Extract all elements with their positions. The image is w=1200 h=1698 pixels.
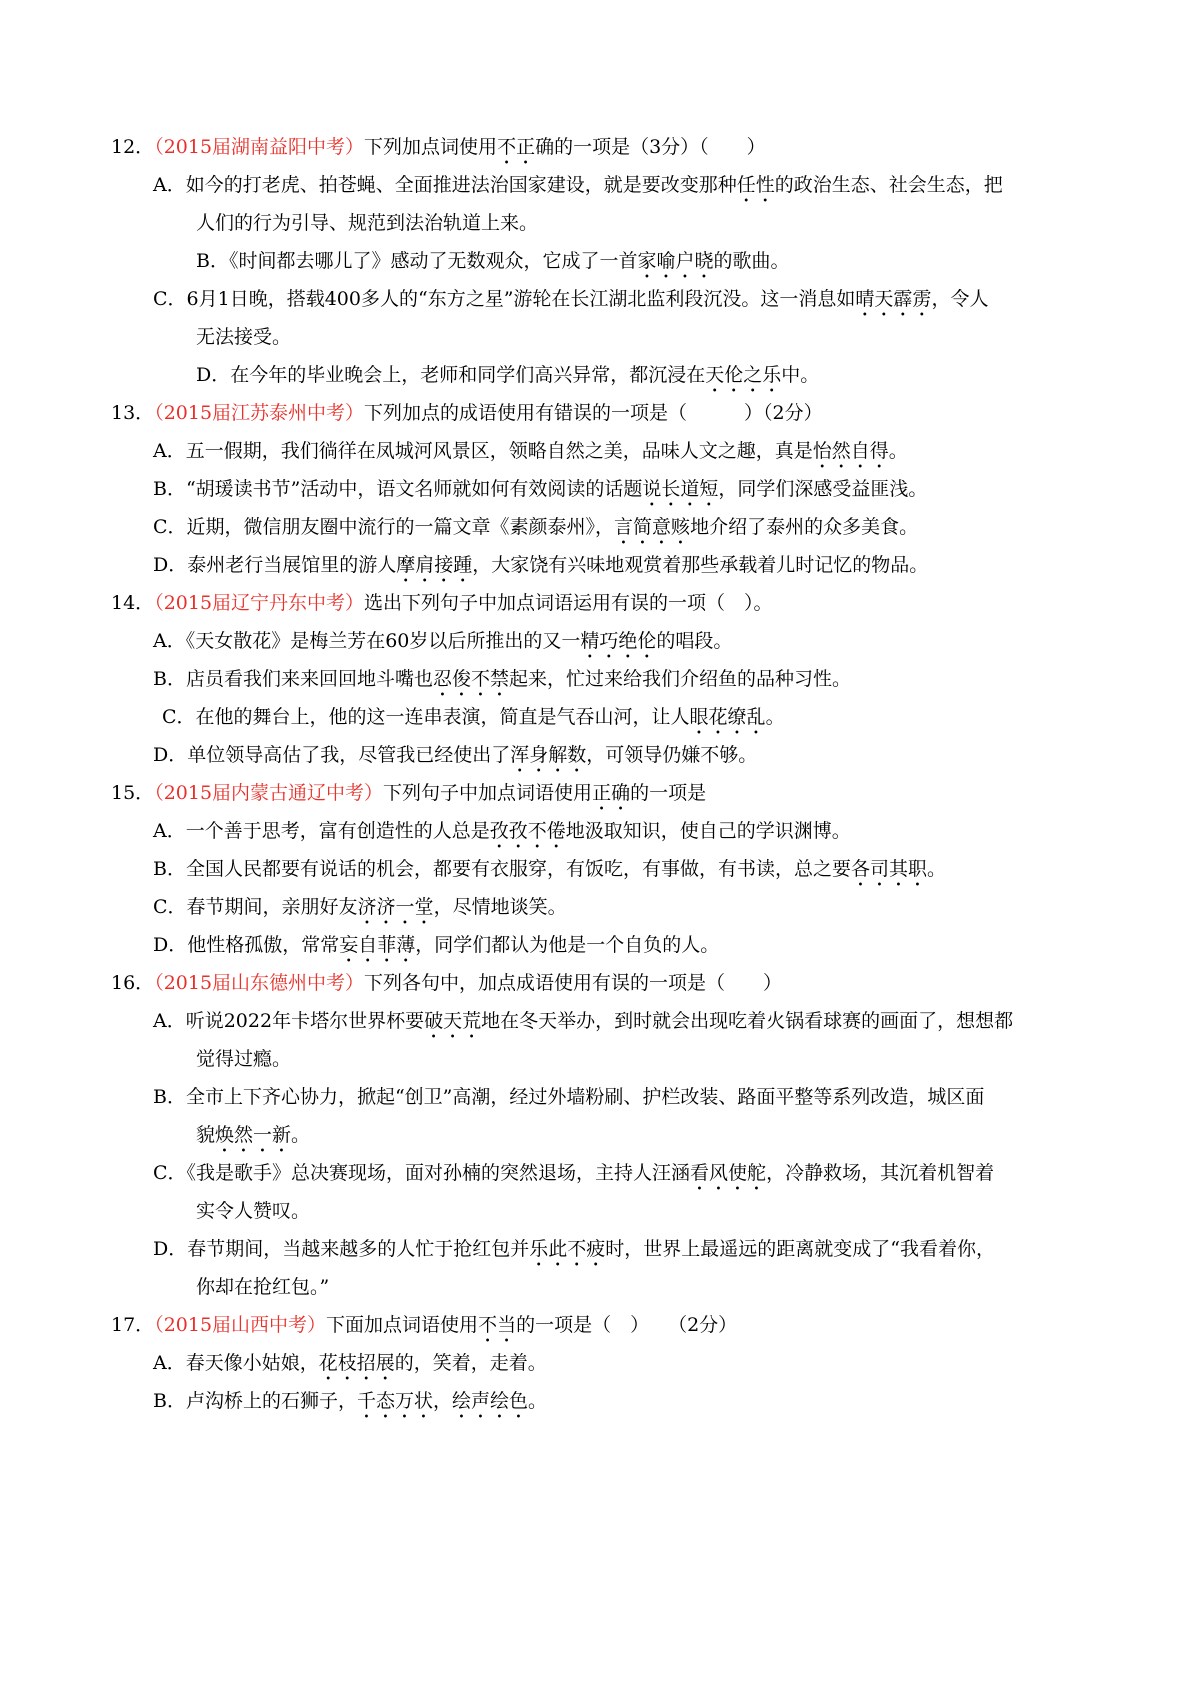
option-12a: A．如今的打老虎、拍苍蝇、全面推进法治国家建设，就是要改变那种任性的政治生态、社会生态，把: [153, 174, 1003, 196]
question-number: 13．: [111, 402, 155, 424]
option-12c: C．6月1日晚，搭载400多人的“东方之星”游轮在长江湖北监利段沉没。这一消息如晴天霹雳，令人: [153, 288, 989, 310]
question-number: 16．: [111, 972, 155, 994]
option-14c: C．在他的舞台上，他的这一连串表演，简直是气吞山河，让人眼花缭乱。: [162, 706, 785, 728]
option-12c-cont: 无法接受。: [196, 326, 292, 348]
question-source: （2015届江苏泰州中考）: [154, 402, 365, 424]
question-number: 15．: [111, 782, 155, 804]
option-16c: C．《我是歌手》总决赛现场，面对孙楠的突然退场，主持人汪涵看风使舵，冷静救场，其沉着机智着: [153, 1162, 995, 1184]
option-17a: A．春天像小姑娘，花枝招展的，笑着，走着。: [153, 1352, 547, 1374]
option-16b: B．全市上下齐心协力，掀起“创卫”高潮，经过外墙粉刷、护栏改装、路面平整等系列改造，城区面: [153, 1086, 985, 1108]
option-15d: D．他性格孤傲，常常妄自菲薄，同学们都认为他是一个自负的人。: [153, 934, 720, 956]
question-number: 17．: [111, 1314, 155, 1336]
question-source: （2015届山东德州中考）: [154, 972, 365, 994]
question-12-stem: 12．（2015届湖南益阳中考）下列加点词使用不正确的一项是（3分）（ ）: [111, 136, 766, 158]
question-source: （2015届山西中考）: [154, 1314, 327, 1336]
question-14-stem: 14．（2015届辽宁丹东中考）选出下列句子中加点词语运用有误的一项（ ）。: [111, 592, 773, 614]
option-14d: D．单位领导高估了我，尽管我已经使出了浑身解数，可领导仍嫌不够。: [153, 744, 758, 766]
option-16a-cont: 觉得过瘾。: [196, 1048, 292, 1070]
option-16d-cont: 你却在抢红包。”: [196, 1276, 330, 1298]
option-12d: D．在今年的毕业晚会上，老师和同学们高兴异常，都沉浸在天伦之乐中。: [196, 364, 820, 386]
question-number: 12．: [111, 136, 155, 158]
question-13-stem: 13．（2015届江苏泰州中考）下列加点的成语使用有错误的一项是（ ）（2分）: [111, 402, 823, 424]
option-16c-cont: 实令人赞叹。: [196, 1200, 311, 1222]
option-14b: B．店员看我们来来回回地斗嘴也忍俊不禁起来，忙过来给我们介绍鱼的品种习性。: [153, 668, 851, 690]
option-13c: C．近期，微信朋友圈中流行的一篇文章《素颜泰州》，言简意赅地介绍了泰州的众多美食。: [153, 516, 919, 538]
option-15b: B．全国人民都要有说话的机会，都要有衣服穿，有饭吃，有事做，有书读，总之要各司其职。: [153, 858, 946, 880]
option-13a: A．五一假期，我们徜徉在凤城河风景区，领略自然之美，品味人文之趣，真是怡然自得。: [153, 440, 908, 462]
option-16a: A．听说2022年卡塔尔世界杯要破天荒地在冬天举办，到时就会出现吃着火锅看球赛的画面了，想想都: [153, 1010, 1014, 1032]
option-13d: D．泰州老行当展馆里的游人摩肩接踵，大家饶有兴味地观赏着那些承载着儿时记忆的物品。: [153, 554, 929, 576]
question-number: 14．: [111, 592, 155, 614]
question-source: （2015届湖南益阳中考）: [154, 136, 365, 158]
option-15c: C．春节期间，亲朋好友济济一堂，尽情地谈笑。: [153, 896, 567, 918]
option-15a: A．一个善于思考，富有创造性的人总是孜孜不倦地汲取知识，使自己的学识渊博。: [153, 820, 851, 842]
option-13b: B．“胡瑗读书节”活动中，语文名师就如何有效阅读的话题说长道短，同学们深感受益匪浅。: [153, 478, 928, 500]
question-source: （2015届内蒙古通辽中考）: [154, 782, 384, 804]
option-12a-cont: 人们的行为引导、规范到法治轨道上来。: [196, 212, 539, 234]
question-15-stem: 15．（2015届内蒙古通辽中考）下列句子中加点词语使用正确的一项是: [111, 782, 707, 804]
question-source: （2015届辽宁丹东中考）: [154, 592, 365, 614]
question-17-stem: 17．（2015届山西中考）下面加点词语使用不当的一项是（ ） （2分）: [111, 1314, 738, 1336]
option-16d: D．春节期间，当越来越多的人忙于抢红包并乐此不疲时，世界上最遥远的距离就变成了“我看着你，: [153, 1238, 995, 1260]
option-16b-cont: 貌焕然一新。: [196, 1124, 311, 1146]
option-17b: B．卢沟桥上的石狮子，千态万状，绘声绘色。: [153, 1390, 548, 1412]
option-14a: A．《天女散花》是梅兰芳在60岁以后所推出的又一精巧绝伦的唱段。: [153, 630, 733, 652]
question-16-stem: 16．（2015届山东德州中考）下列各句中，加点成语使用有误的一项是（ ）: [111, 972, 783, 994]
option-12b: B．《时间都去哪儿了》感动了无数观众，它成了一首家喻户晓的歌曲。: [196, 250, 790, 272]
